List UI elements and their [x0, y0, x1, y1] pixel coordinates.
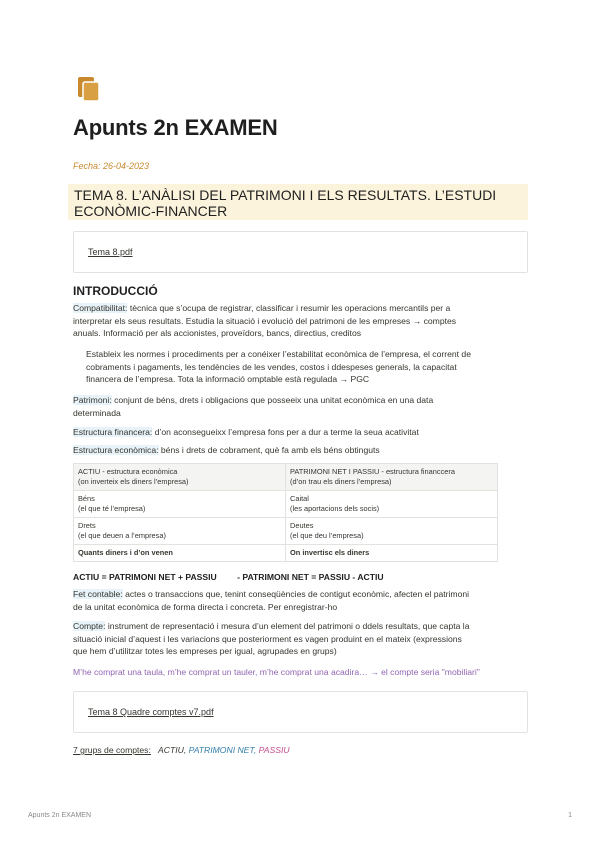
indented-paragraph: Estableix les normes i procediments per a conéixer l’estabilitat econòmica de l’empresa, el corrent de cobraments i pagaments, les tendències de les vendes, costos i ddespeses generals, la capacitat financera de l’empresa. Tota la informació omptable està regulada → PGC	[86, 349, 471, 384]
estructura-economica-paragraph: Estructura econòmica: béns i drets de cobrament, què fa amb els béns obtinguts	[73, 445, 380, 455]
group-passiu: PASSIU	[258, 745, 290, 755]
file-link[interactable]: Tema 8.pdf	[88, 247, 133, 257]
date-label: Fecha: 26-04-2023	[73, 161, 150, 171]
patrimoni-paragraph: Patrimoni: conjunt de béns, drets i obligacions que posseeix una unitat econòmica en una data determinada	[73, 395, 434, 418]
documents-icon	[76, 76, 102, 102]
equation-2: - PATRIMONI NET = PASSIU - ACTIU	[237, 572, 384, 582]
table-row	[74, 491, 498, 518]
file-link[interactable]: Tema 8 Quadre comptes v7.pdf	[88, 707, 214, 717]
table-cell: PATRIMONI NET I PASSIU - estructura financcera (d’on trau els diners l’empresa)	[286, 464, 498, 491]
table-cell: Drets (el que deuen a l’empresa)	[74, 518, 286, 545]
table-row	[74, 464, 498, 491]
heading-line-2: ECONÒMIC-FINANCER	[74, 203, 228, 219]
table-cell: Quants diners i d’on venen	[74, 545, 286, 562]
term-compte: Compte:	[73, 621, 106, 631]
file-attachment[interactable]	[73, 691, 528, 733]
estructura-financera-paragraph: Estructura financera: d’on aconsegueixx l’empresa fons per a dur a terme la seua acativitat	[73, 427, 419, 437]
term-patrimoni: Patrimoni:	[73, 395, 112, 405]
section-heading	[68, 184, 528, 220]
footer-title: Apunts 2n EXAMEN	[28, 812, 92, 819]
table-cell: ACTIU - estructura econòmica (on inverteix els diners l’empresa)	[74, 464, 286, 491]
term-estructura-economica: Estructura econòmica:	[73, 445, 159, 455]
account-groups-line	[73, 745, 290, 755]
group-patrimoni-net: PATRIMONI NET,	[188, 745, 257, 755]
group-actiu: ACTIU,	[158, 745, 187, 755]
compte-paragraph: Compte: instrument de representació i mesura d’un element del patrimoni o ddels resultats, que capta la situació inicial d’aquest i les variacions que posteriorment es vagen produint en el mateix (expressions que hem d’utilitzar totes les empreses per igual, agrupades en grups)	[73, 621, 470, 656]
page-number: 1	[568, 812, 572, 819]
equations-line	[73, 572, 384, 582]
term-compatibilitat: Compatibilitat:	[73, 303, 128, 313]
table-cell: Deutes (el que deu l’empresa)	[286, 518, 498, 545]
table-row	[74, 518, 498, 545]
table-cell: Béns (el que té l’empresa)	[74, 491, 286, 518]
intro-heading: INTRODUCCIÓ	[73, 284, 158, 298]
heading-line-1: TEMA 8. L’ANÀLISI DEL PATRIMONI I ELS RESULTATS. L’ESTUDI	[74, 187, 497, 203]
groups-label: 7 grups de comptes:	[73, 745, 151, 755]
equation-1: ACTIU = PATRIMONI NET + PASSIU	[73, 572, 217, 582]
term-fet-contable: Fet contable:	[73, 589, 123, 599]
example-line: M’he comprat una taula, m’he comprat un tauler, m’he comprat una acadira… → el compte seria "mobiliari"	[73, 667, 480, 677]
page-title: Apunts 2n EXAMEN	[73, 115, 278, 140]
table-cell: Caital (les aportacions dels socis)	[286, 491, 498, 518]
table-row	[74, 545, 498, 562]
term-estructura-financera: Estructura financera:	[73, 427, 153, 437]
file-attachment[interactable]	[73, 231, 528, 273]
table-cell: On invertisc els diners	[286, 545, 498, 562]
accounts-table	[73, 463, 498, 562]
compatibilitat-paragraph: Compatibilitat: tècnica que s’ocupa de registrar, classificar i resumir les operacions mercantils per a interpretar els seus resultats. Estudia la situació i evolució del patrimoni de les empreses → comptes anuals. Informació per als accionistes, proveïdors, bancs, directius, creditos	[73, 303, 457, 338]
fet-contable-paragraph: Fet contable: actes o transaccions que, tenint conseqüències de contigut econòmic, afecten el patrimoni de la unitat econòmica de forma directa i concreta. Per enregistrar-ho	[73, 589, 470, 612]
